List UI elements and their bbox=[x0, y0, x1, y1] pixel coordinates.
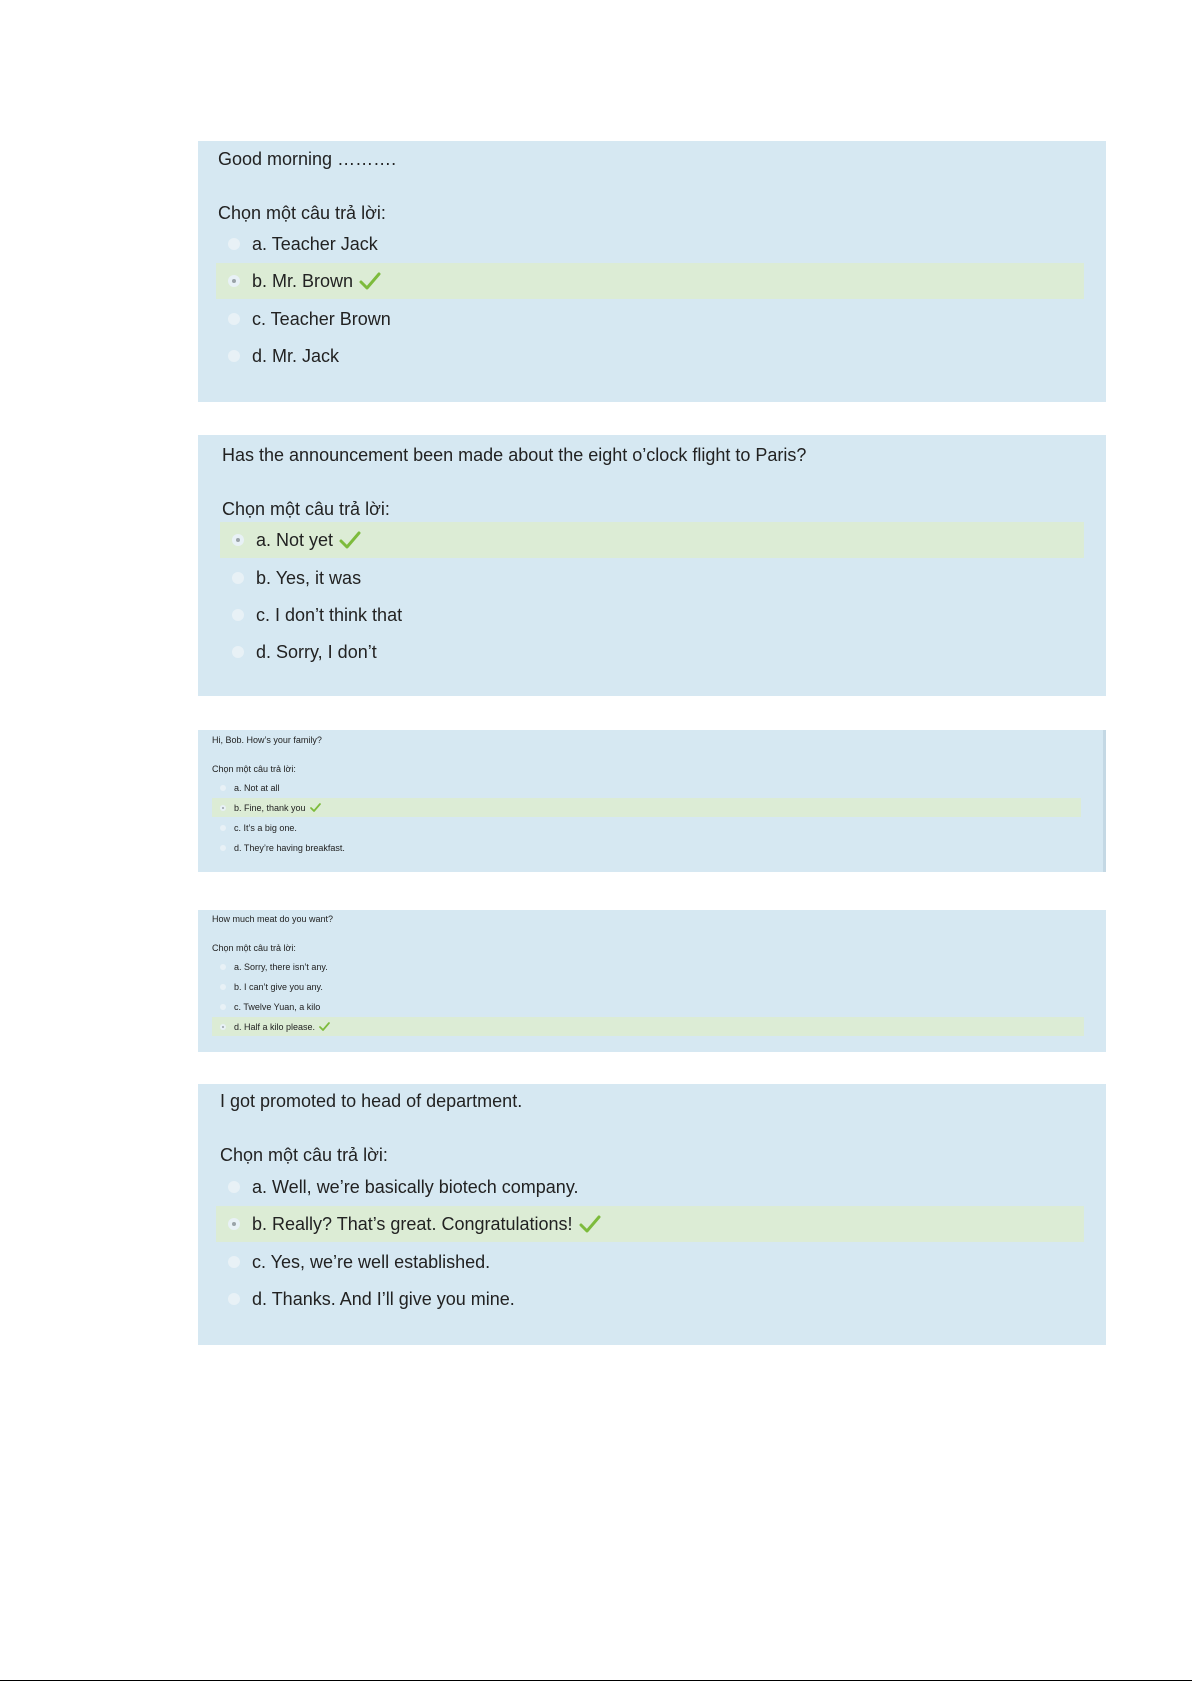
radio-button[interactable] bbox=[228, 350, 240, 362]
radio-button[interactable] bbox=[220, 785, 226, 791]
answer-option-b[interactable] bbox=[220, 560, 1084, 596]
correct-check-icon bbox=[579, 1215, 601, 1233]
radio-button-selected[interactable] bbox=[220, 1024, 226, 1030]
question-card-1 bbox=[198, 141, 1106, 402]
answer-option-b[interactable] bbox=[212, 798, 1081, 817]
answer-prompt: Chọn một câu trả lời: bbox=[212, 764, 296, 774]
option-label: c. Yes, we’re well established. bbox=[252, 1251, 491, 1272]
answer-prompt: Chọn một câu trả lời: bbox=[220, 1145, 388, 1165]
radio-button[interactable] bbox=[228, 1293, 240, 1305]
radio-button[interactable] bbox=[220, 845, 226, 851]
option-label: b. Yes, it was bbox=[256, 567, 362, 588]
answer-prompt: Chọn một câu trả lời: bbox=[222, 499, 390, 519]
answer-option-b[interactable] bbox=[212, 977, 1084, 996]
question-card-3 bbox=[198, 730, 1106, 872]
correct-check-icon bbox=[359, 272, 381, 290]
option-label: d. Sorry, I don’t bbox=[256, 641, 377, 662]
question-card-4 bbox=[198, 910, 1106, 1052]
answer-option-c[interactable] bbox=[212, 818, 1081, 837]
option-label: c. Twelve Yuan, a kilo bbox=[234, 1001, 321, 1012]
question-text: Hi, Bob. How’s your family? bbox=[212, 735, 322, 745]
question-card-2 bbox=[198, 435, 1106, 696]
option-label: b. Fine, thank you bbox=[234, 802, 306, 813]
answer-option-b[interactable] bbox=[216, 263, 1084, 299]
option-label: c. Teacher Brown bbox=[252, 308, 391, 329]
option-label: a. Not yet bbox=[256, 529, 334, 550]
answer-option-a[interactable] bbox=[220, 522, 1084, 558]
option-label: c. I don’t think that bbox=[256, 604, 403, 625]
answer-option-c[interactable] bbox=[216, 301, 1084, 337]
answer-option-b[interactable] bbox=[216, 1206, 1084, 1242]
option-label: b. Mr. Brown bbox=[252, 270, 354, 291]
radio-button[interactable] bbox=[232, 646, 244, 658]
option-label: b. Really? That’s great. Congratulations! bbox=[252, 1213, 573, 1234]
answer-option-d[interactable] bbox=[216, 1281, 1084, 1317]
radio-button[interactable] bbox=[220, 984, 226, 990]
option-label: d. Mr. Jack bbox=[252, 345, 340, 366]
question-text: Has the announcement been made about the eight o’clock flight to Paris? bbox=[222, 445, 807, 465]
option-label: d. They’re having breakfast. bbox=[234, 842, 345, 853]
radio-button-selected[interactable] bbox=[228, 1218, 240, 1230]
radio-button[interactable] bbox=[228, 1181, 240, 1193]
option-label: d. Half a kilo please. bbox=[234, 1021, 316, 1032]
option-label: a. Not at all bbox=[234, 782, 280, 793]
radio-button[interactable] bbox=[220, 964, 226, 970]
answer-option-c[interactable] bbox=[212, 997, 1084, 1016]
radio-button[interactable] bbox=[220, 825, 226, 831]
answer-option-a[interactable] bbox=[216, 1169, 1084, 1205]
answer-prompt: Chọn một câu trả lời: bbox=[212, 943, 296, 953]
radio-button[interactable] bbox=[228, 238, 240, 250]
question-text: I got promoted to head of department. bbox=[220, 1091, 523, 1111]
option-label: a. Sorry, there isn’t any. bbox=[234, 961, 328, 972]
answer-option-a[interactable] bbox=[216, 226, 1084, 262]
question-text: Good morning ………. bbox=[218, 149, 397, 169]
radio-button[interactable] bbox=[228, 1256, 240, 1268]
radio-button[interactable] bbox=[232, 572, 244, 584]
option-label: c. It’s a big one. bbox=[234, 822, 297, 833]
radio-button[interactable] bbox=[232, 609, 244, 621]
option-label: a. Well, we’re basically biotech company. bbox=[252, 1176, 579, 1197]
answer-option-a[interactable] bbox=[212, 778, 1081, 797]
correct-check-icon bbox=[339, 531, 361, 549]
answer-option-c[interactable] bbox=[216, 1244, 1084, 1280]
radio-button-selected[interactable] bbox=[220, 805, 226, 811]
radio-button-selected[interactable] bbox=[228, 275, 240, 287]
answer-option-d[interactable] bbox=[220, 634, 1084, 670]
answer-option-d[interactable] bbox=[212, 1017, 1084, 1036]
option-label: b. I can’t give you any. bbox=[234, 981, 323, 992]
page-bottom-border bbox=[0, 1680, 1192, 1681]
answer-option-d[interactable] bbox=[216, 338, 1084, 374]
radio-button[interactable] bbox=[220, 1004, 226, 1010]
option-label: d. Thanks. And I’ll give you mine. bbox=[252, 1288, 515, 1309]
option-label: a. Teacher Jack bbox=[252, 233, 378, 254]
question-text: How much meat do you want? bbox=[212, 914, 334, 924]
answer-option-a[interactable] bbox=[212, 957, 1084, 976]
radio-button[interactable] bbox=[228, 313, 240, 325]
radio-button-selected[interactable] bbox=[232, 534, 244, 546]
answer-prompt: Chọn một câu trả lời: bbox=[218, 203, 386, 223]
answer-option-c[interactable] bbox=[220, 597, 1084, 633]
correct-check-icon bbox=[310, 803, 321, 812]
answer-option-d[interactable] bbox=[212, 838, 1081, 857]
correct-check-icon bbox=[319, 1022, 330, 1031]
question-card-5 bbox=[198, 1084, 1106, 1345]
